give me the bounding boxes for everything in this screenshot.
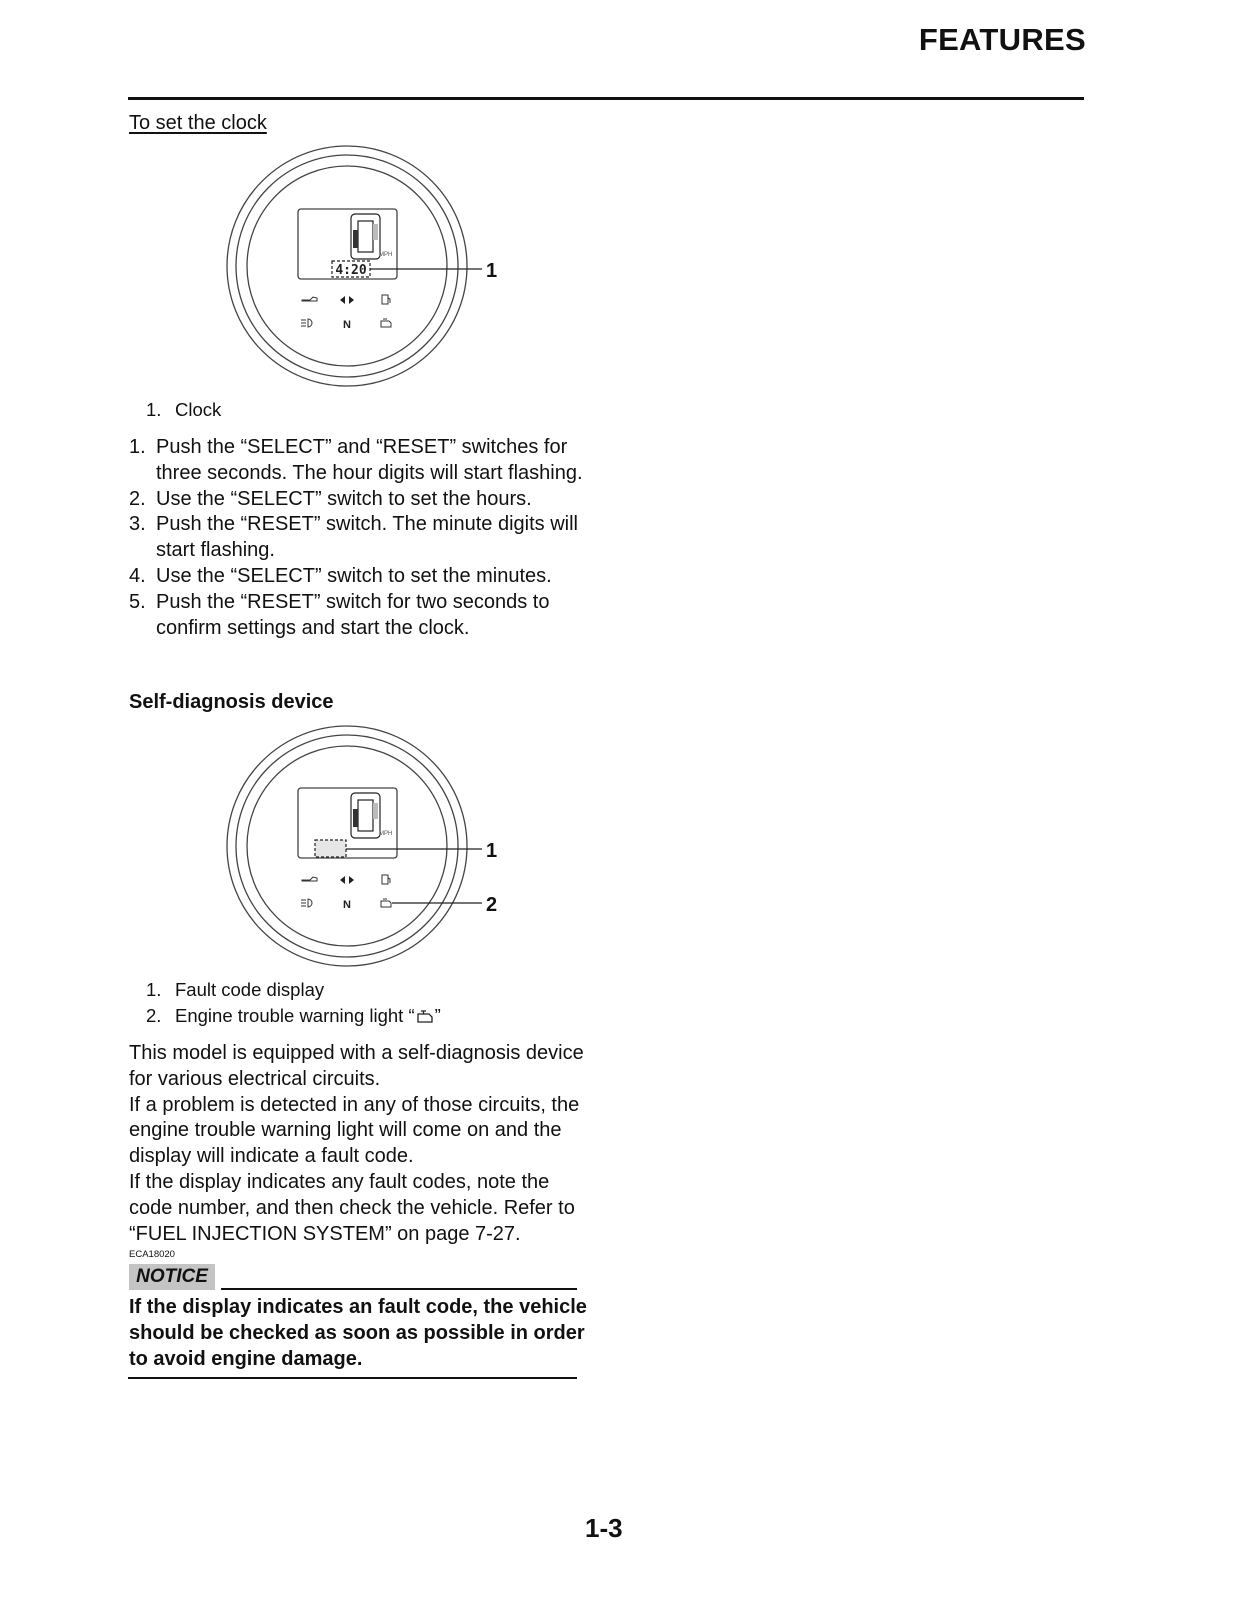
- paragraph: If the display indicates any fault codes, note the code number, and then check the vehicle. Refer to “FUEL INJECTION SYSTEM” on page 7-27.: [129, 1170, 575, 1245]
- self-diagnosis-heading: Self-diagnosis device: [129, 691, 334, 713]
- fuel-icon: [382, 295, 390, 304]
- notice-divider: [221, 1288, 577, 1290]
- header-divider: [128, 97, 1084, 100]
- neutral-indicator: N: [343, 899, 351, 911]
- list-item: [129, 435, 599, 487]
- caption-text-suffix: ”: [434, 1005, 441, 1026]
- clock-caption-item: [146, 397, 221, 423]
- caption-text: Fault code display: [175, 979, 325, 1000]
- engine-trouble-icon: [415, 1009, 435, 1023]
- fault-code-box: [315, 840, 346, 857]
- meter-middle-ring: [236, 735, 458, 957]
- turn-signal-icon: [340, 296, 354, 304]
- clock-subheading: To set the clock: [129, 112, 267, 134]
- step-number: 5.: [129, 590, 146, 613]
- turn-signal-icon: [340, 876, 354, 884]
- list-item: [129, 512, 599, 564]
- fault-caption-item: [146, 1003, 441, 1029]
- clock-steps-list: [129, 435, 599, 641]
- caption-text: Clock: [175, 399, 222, 420]
- step-number: 4.: [129, 564, 146, 587]
- meter-figure-fault: [220, 722, 510, 972]
- meter-figure-clock: [220, 142, 510, 392]
- neutral-indicator: N: [343, 319, 351, 331]
- clock-digits: 4:20: [335, 263, 367, 278]
- caption-number: 1.: [146, 979, 162, 1000]
- step-text: Push the “SELECT” and “RESET” switches for three seconds. The hour digits will start flashing.: [156, 436, 583, 484]
- step-text: Use the “SELECT” switch to set the hours.: [156, 487, 532, 510]
- step-number: 1.: [129, 436, 146, 458]
- callout-number-1: 1: [486, 840, 498, 862]
- notice-text: If the display indicates an fault code, the vehicle should be checked as soon as possible in order to avoid engine damage.: [129, 1296, 587, 1370]
- page-header-title: FEATURES: [918, 22, 1086, 57]
- step-text: Push the “RESET” switch for two seconds to confirm settings and start the clock.: [156, 590, 550, 639]
- step-number: 2.: [129, 487, 146, 510]
- list-item: [129, 564, 599, 590]
- meter-outer-ring: [227, 726, 467, 966]
- notice-badge: NOTICE: [129, 1264, 215, 1290]
- callout-number-1: 1: [486, 260, 498, 282]
- caption-text: Engine trouble warning light “: [175, 1005, 415, 1026]
- paragraph: This model is equipped with a self-diagnosis device for various electrical circuits.: [129, 1042, 584, 1090]
- callout-number-2: 2: [486, 894, 498, 916]
- fuel-icon: [382, 875, 390, 884]
- high-beam-icon: [301, 319, 312, 327]
- lcd-screen: [298, 788, 397, 858]
- unit-label: MPH: [379, 831, 393, 837]
- engine-trouble-icon: [381, 319, 391, 327]
- step-number: 3.: [129, 513, 146, 536]
- oil-pressure-icon: [302, 877, 317, 881]
- list-item: [129, 590, 599, 642]
- reference-code: ECA18020: [129, 1249, 175, 1260]
- caption-number: 1.: [146, 399, 162, 420]
- unit-label: MPH: [379, 252, 393, 258]
- step-text: Use the “SELECT” switch to set the minutes.: [156, 564, 552, 587]
- notice-bottom-divider: [128, 1377, 577, 1379]
- caption-number: 2.: [146, 1005, 162, 1026]
- step-text: Push the “RESET” switch. The minute digits will start flashing.: [156, 513, 579, 562]
- meter-inner-ring: [247, 746, 447, 946]
- fault-caption-item: [146, 977, 324, 1003]
- speed-digit-icon: [351, 214, 380, 259]
- oil-pressure-icon: [302, 297, 317, 301]
- high-beam-icon: [301, 899, 312, 907]
- self-diagnosis-body: [129, 1041, 589, 1247]
- paragraph: If a problem is detected in any of those circuits, the engine trouble warning light will come on and the display will indicate a fault code.: [129, 1093, 580, 1168]
- speed-digit-icon: [351, 793, 380, 838]
- list-item: [129, 487, 599, 513]
- page-number: 1-3: [585, 1513, 623, 1543]
- engine-trouble-icon: [381, 899, 391, 907]
